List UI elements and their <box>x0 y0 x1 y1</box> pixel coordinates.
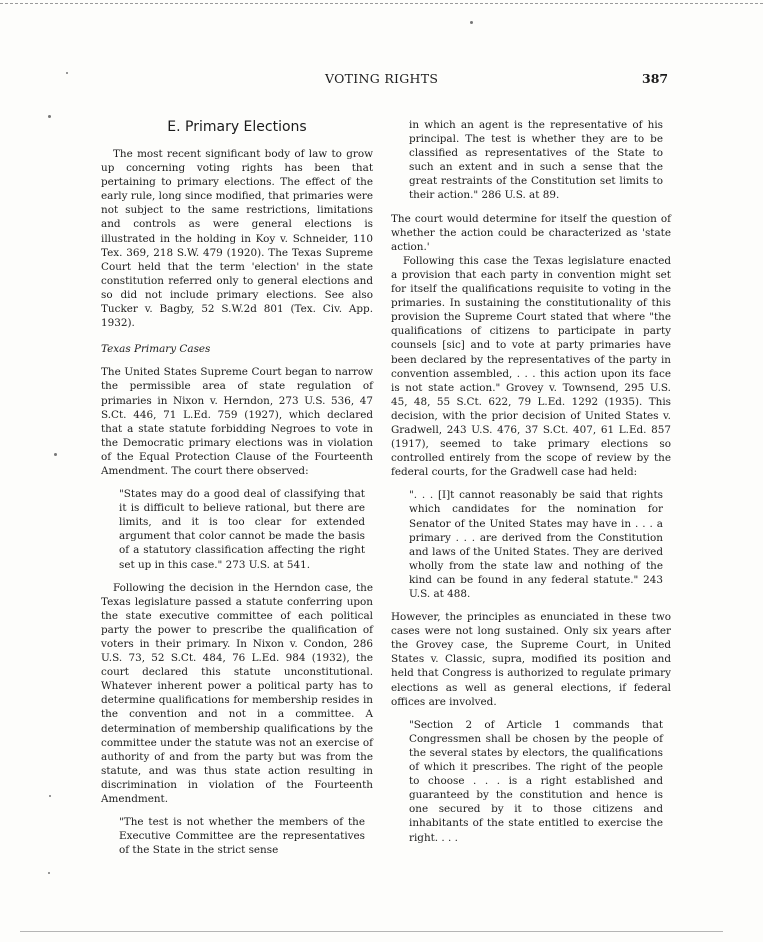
paragraph: The United States Supreme Court began to narrow the permissible area of state regulation of primaries in Nixon v. Herndon, 273 U.S. 536, 47 S.Ct. 446, 71 L.Ed. 759 (1927), which declared that a state statute forbidding Negroes to vote in the Democratic primary elections was in violation of the Equal Protection Clause of the Fourteenth Amendment. The court there observed: <box>101 366 373 477</box>
block-quote <box>409 488 663 601</box>
quote-text: ". . . [I]t cannot reasonably be said that rights which candidates for the nomination for Senator of the United States may have in . . . a primary . . . are derived from the Constitution and laws of the United States. They are derived wholly from the state law and nothing of the kind can be found in any federal statute." 243 U.S. at 488. <box>409 489 663 600</box>
scan-top-edge <box>0 3 763 4</box>
right-column <box>391 118 671 854</box>
block-quote <box>119 487 365 572</box>
block-quote <box>119 815 365 857</box>
subheading: Texas Primary Cases <box>101 343 211 356</box>
scan-speck <box>66 72 68 74</box>
page-number: 387 <box>642 71 669 86</box>
quote-text: "Section 2 of Article 1 commands that Congressmen shall be chosen by the people of the several states by electors, the qualifications of which it prescribes. The right of the people to choose . . . is a right established and guaranteed by the constitution and hence is one secured by it to those citizens and inhabitants of the state entitled to exercise the right. . . . <box>409 718 663 844</box>
paragraph: The most recent significant body of law to grow up concerning voting rights has been that pertaining to primary elections. The effect of the early rule, long since modified, that primaries were not subject to the same restrictions, limitations and controls as were general elections is illustrated in the holding in Koy v. Schneider, 110 Tex. 369, 218 S.W. 479 (1920). The Texas Supreme Court held that the term 'election' in the state constitution referred only to general elections and so did not include primary elections. See also Tucker v. Bagby, 52 S.W.2d 801 (Tex. Civ. App. 1932). <box>101 148 373 330</box>
scan-bottom-edge <box>20 931 723 932</box>
quote-text: in which an agent is the representative of his principal. The test is whether they are to be classified as representatives of the State to such an extent and in such a sense that the great restraints of the Constitution set limits to their action." 286 U.S. at 89. <box>409 119 663 202</box>
scan-speck <box>48 115 51 118</box>
left-column <box>101 118 373 866</box>
quote-text: "States may do a good deal of classifying that it is difficult to believe rational, but there are limits, and it is too clear for extended argument that color cannot be made the basis of a statutory classification affecting the right set up in this case." 273 U.S. at 541. <box>119 488 365 571</box>
running-head-title: VOTING RIGHTS <box>325 71 439 86</box>
paragraph: Following this case the Texas legislature enacted a provision that each party in convention might set for itself the qualifications requisite to voting in the primaries. In sustaining the constitutionality of this provision the Supreme Court stated that where "the qualifications of citizens to participate in party counsels [sic] and to vote at party primaries have been declared by the representatives of the party in convention assembled, . . . this action upon its face is not state action." Grovey v. Townsend, 295 U.S. 45, 48, 55 S.Ct. 622, 79 L.Ed. 1292 (1935). This decision, with the prior decision of United States v. Gradwell, 243 U.S. 476, 37 S.Ct. 407, 61 L.Ed. 857 (1917), seemed to take primary elections so controlled entirely from the scope of review by the federal courts, for the Gradwell case had held: <box>391 254 671 479</box>
block-quote-continued <box>409 118 663 203</box>
paragraph: Following the decision in the Herndon case, the Texas legislature passed a statute conferring upon the state executive committee of each political party the power to prescribe the qualification of voters in their primary. In Nixon v. Condon, 286 U.S. 73, 52 S.Ct. 484, 76 L.Ed. 984 (1932), the court declared this statute unconstitutional. Whatever inherent power a political party has to determine qualifications for membership resides in the convention and not in a committee. A determination of membership qualifications by the committee under the statute was not an exercise of authority of and from the party but was from the statute, and was thus state action resulting in discrimination in violation of the Fourteenth Amendment. <box>101 581 373 806</box>
block-quote <box>409 718 663 845</box>
quote-text: "The test is not whether the members of the Executive Committee are the representatives of the State in the strict sense <box>119 816 365 857</box>
paragraph: However, the principles as enunciated in these two cases were not long sustained. Only six years after the Grovey case, the Supreme Court, in United States v. Classic, supra, modified its position and held that Congress is authorized to regulate primary elections as well as general elections, if federal offices are involved. <box>391 611 671 708</box>
section-title: E. Primary Elections <box>167 119 307 135</box>
scan-speck <box>54 453 57 456</box>
paragraph: The court would determine for itself the question of whether the action could be characterized as 'state action.' <box>391 212 671 253</box>
scan-speck <box>48 872 50 874</box>
scan-speck <box>470 21 473 24</box>
scan-speck <box>49 795 51 797</box>
